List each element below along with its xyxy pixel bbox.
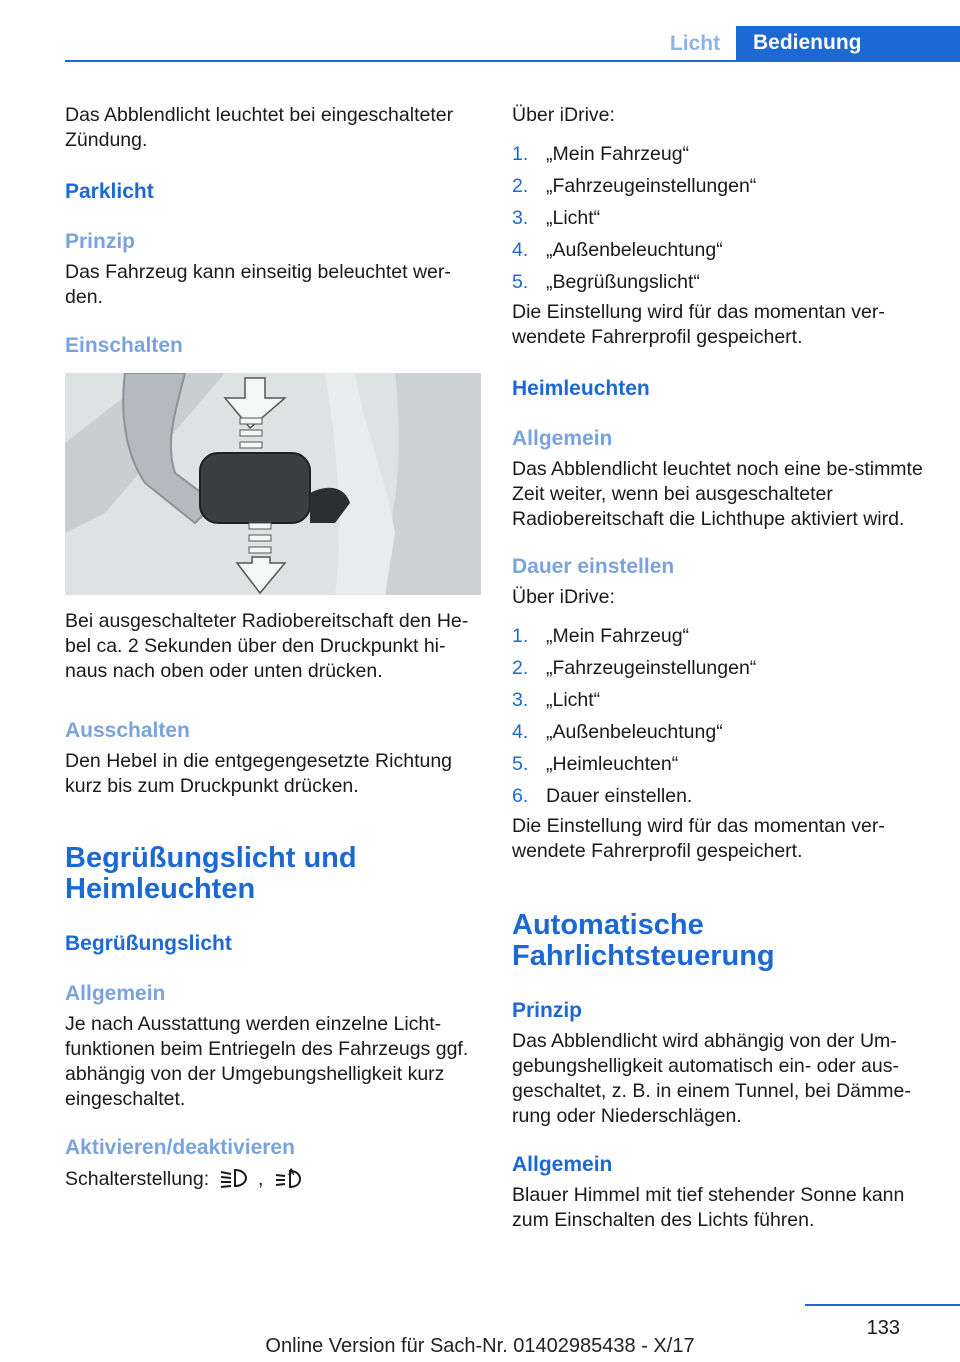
home-general-title: Allgemein: [512, 427, 613, 450]
parklicht-principle-text: Das Fahrzeug kann einseitig beleuchtet wer‐den.: [65, 261, 451, 308]
parklicht-switch-off-text: Den Hebel in die entgegengesetzte Richtung kurz bis zum Druckpunkt drücken.: [65, 750, 453, 797]
home-general-text: Das Abblendlicht leuchtet noch eine be‐stimmte Zeit weiter, wenn bei ausgeschalteter Radiobereitschaft die Lichthupe aktiviert wird.: [512, 458, 923, 530]
svg-text:A: A: [287, 1167, 295, 1177]
duration-title: Dauer einstellen: [512, 555, 675, 578]
section-welcome-title: Begrüßungslicht und Heimleuchten: [65, 842, 357, 905]
list-item: 4. „Außenbeleuchtung“: [512, 239, 723, 261]
intro-text: Das Abblendlicht leuchtet bei eingeschalteter Zündung.: [65, 104, 454, 151]
list-item: 5. „Begrüßungslicht“: [512, 271, 700, 293]
parklicht-principle-title: Prinzip: [65, 230, 136, 253]
steps-welcome-list: [512, 138, 927, 298]
section-auto-title: Automatische Fahrlichtsteuerung: [512, 909, 775, 972]
footer-note: Online Version für Sach-Nr. 01402985438 - X/17: [265, 1335, 695, 1357]
left-column: [65, 100, 481, 1196]
lever-illustration: [65, 373, 481, 595]
list-item: 6. Dauer einstellen.: [512, 785, 693, 807]
footer-rule: [805, 1304, 960, 1306]
auto-principle-title: Prinzip: [512, 999, 583, 1022]
welcome-general-title: Allgemein: [65, 982, 166, 1005]
auto-light-icon: [273, 1167, 303, 1196]
home-light-title: Heimleuchten: [512, 377, 650, 400]
switch-position-line: [65, 1167, 481, 1196]
parklicht-switch-off-title: Ausschalten: [65, 719, 190, 742]
list-item: 1. „Mein Fahrzeug“: [512, 143, 690, 165]
parklicht-switch-on-title: Einschalten: [65, 334, 183, 357]
auto-principle-text: Das Abblendlicht wird abhängig von der Um‐gebungshelligkeit automatisch ein- oder aus‐geschaltet, z. B. in einem Tunnel, bei Dämme‐rung oder Niederschlägen.: [512, 1030, 911, 1127]
list-item: 2. „Fahrzeugeinstellungen“: [512, 657, 757, 679]
via-idrive-2: Über iDrive:: [512, 586, 615, 608]
auto-general-title: Allgemein: [512, 1153, 613, 1176]
auto-general-text: Blauer Himmel mit tief stehender Sonne kann zum Einschalten des Lichts führen.: [512, 1184, 905, 1231]
welcome-activate-title: Aktivieren/deaktivieren: [65, 1136, 295, 1159]
welcome-light-title: Begrüßungslicht: [65, 932, 232, 955]
right-column: [512, 100, 927, 1233]
switch-position-label: Schalterstellung:: [65, 1168, 210, 1190]
list-item: 3. „Licht“: [512, 689, 601, 711]
section-parklicht-title: Parklicht: [65, 180, 154, 203]
low-beam-icon: [219, 1167, 249, 1196]
page-number: 133: [866, 1317, 900, 1339]
welcome-general-text: Je nach Ausstattung werden einzelne Licht‐funktionen beim Entriegeln des Fahrzeugs ggf. abhängig von der Umgebungshelligkeit kurz eingeschaltet.: [65, 1013, 469, 1110]
lever-drawing: [65, 373, 481, 595]
list-item: 4. „Außenbeleuchtung“: [512, 721, 723, 743]
steps-home-list: [512, 620, 927, 812]
list-item: 1. „Mein Fahrzeug“: [512, 625, 690, 647]
list-item: 2. „Fahrzeugeinstellungen“: [512, 175, 757, 197]
parklicht-switch-on-text: Bei ausgeschalteter Radiobereitschaft den He‐bel ca. 2 Sekunden über den Druckpunkt hi‐naus nach oben oder unten drücken.: [65, 610, 469, 682]
via-idrive-1: Über iDrive:: [512, 104, 615, 126]
list-item: 5. „Heimleuchten“: [512, 753, 679, 775]
saved-note-2: Die Einstellung wird für das momentan ver‐wendete Fahrerprofil gespeichert.: [512, 815, 885, 862]
tab-licht[interactable]: Licht: [669, 32, 721, 55]
switch-separator: ,: [258, 1168, 264, 1190]
list-item: 3. „Licht“: [512, 207, 601, 229]
saved-note-1: Die Einstellung wird für das momentan ver‐wendete Fahrerprofil gespeichert.: [512, 301, 885, 348]
tab-bedienung[interactable]: Bedienung: [736, 26, 960, 62]
